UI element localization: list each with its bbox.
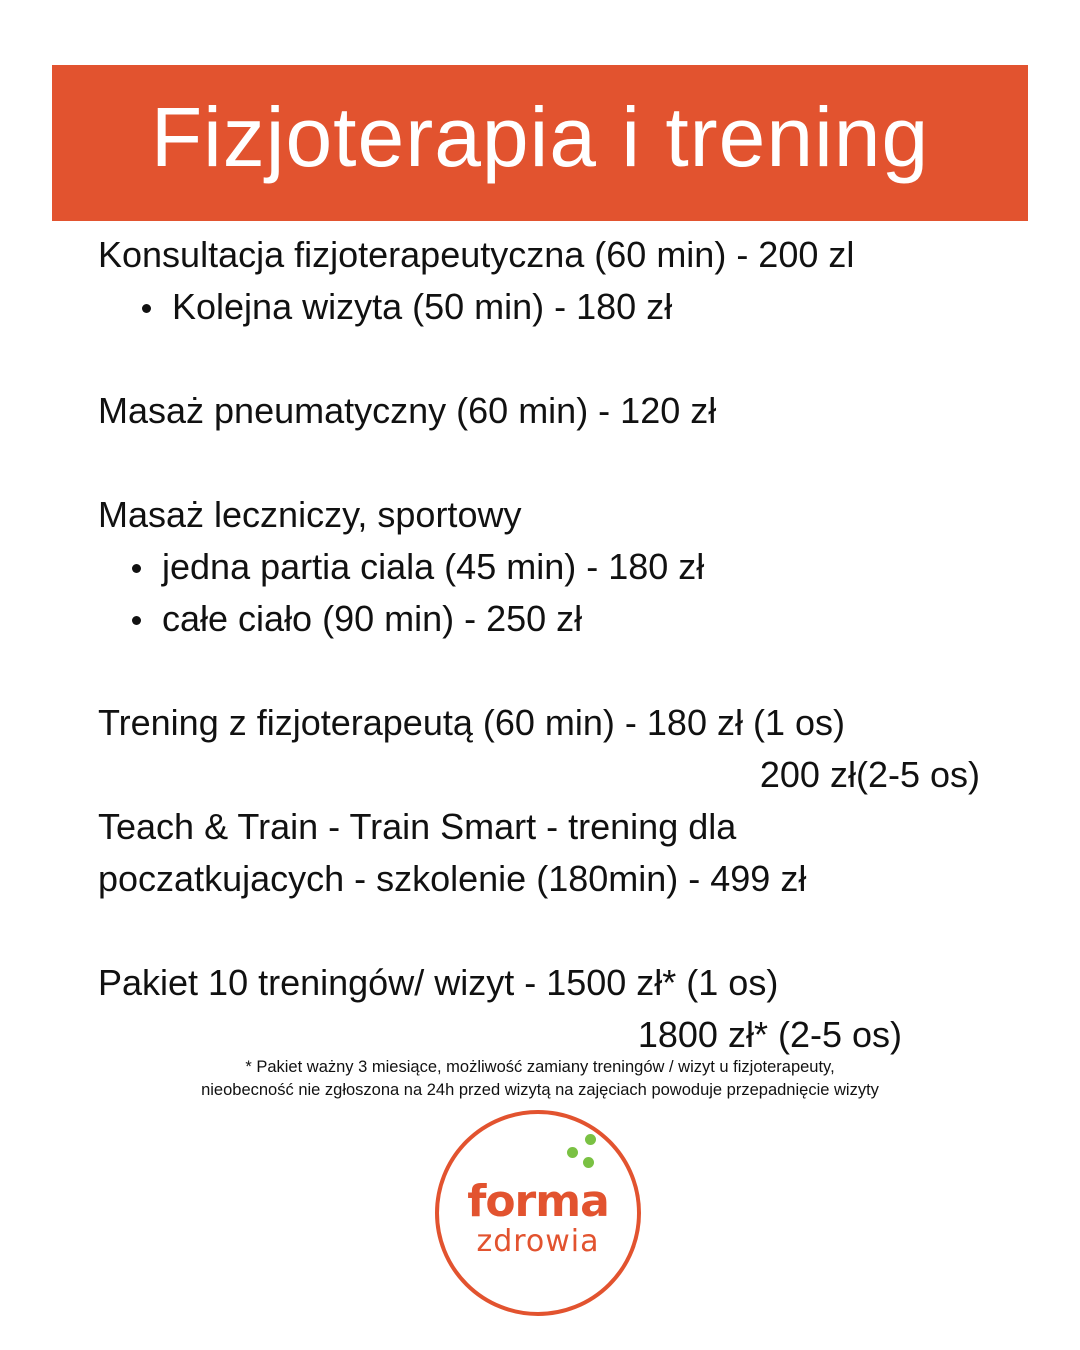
price-subitem: całe ciało (90 min) - 250 zł <box>162 598 583 639</box>
price-item: Masaż leczniczy, sportowy <box>98 494 522 535</box>
logo-text-zdrowia: zdrowia <box>476 1224 600 1259</box>
logo-dot <box>567 1147 578 1158</box>
logo-text-forma: forma <box>467 1176 609 1227</box>
price-item: Trening z fizjoterapeutą (60 min) - 180 zł (1 os) <box>98 702 845 743</box>
price-item: Teach & Train - Train Smart - trening dla <box>98 806 737 847</box>
price-subitem: Kolejna wizyta (50 min) - 180 zł <box>172 286 673 327</box>
price-item: Pakiet 10 treningów/ wizyt - 1500 zł* (1 os) <box>98 962 779 1003</box>
price-item-continuation: 200 zł(2-5 os) <box>759 754 980 795</box>
title-banner <box>52 65 1028 221</box>
footnote-line-1: * Pakiet ważny 3 miesiące, możliwość zamiany treningów / wizyt u fizjoterapeuty, <box>245 1058 835 1076</box>
page-title: Fizjoterapia i trening <box>150 90 930 184</box>
price-item: poczatkujacych - szkolenie (180min) - 499 zł <box>98 858 807 899</box>
price-item: Konsultacja fizjoterapeutyczna (60 min) - 200 zl <box>98 234 855 275</box>
logo-dot <box>583 1157 594 1168</box>
price-subitem: jedna partia ciala (45 min) - 180 zł <box>162 546 705 587</box>
forma-zdrowia-logo <box>435 1110 641 1316</box>
footnote-line-2: nieobecność nie zgłoszona na 24h przed wizytą na zajęciach powoduje przepadnięcie wizyty <box>201 1081 879 1099</box>
logo-dot <box>585 1134 596 1145</box>
price-item-continuation: 1800 zł* (2-5 os) <box>637 1014 902 1055</box>
price-item: Masaż pneumatyczny (60 min) - 120 zł <box>98 390 717 431</box>
